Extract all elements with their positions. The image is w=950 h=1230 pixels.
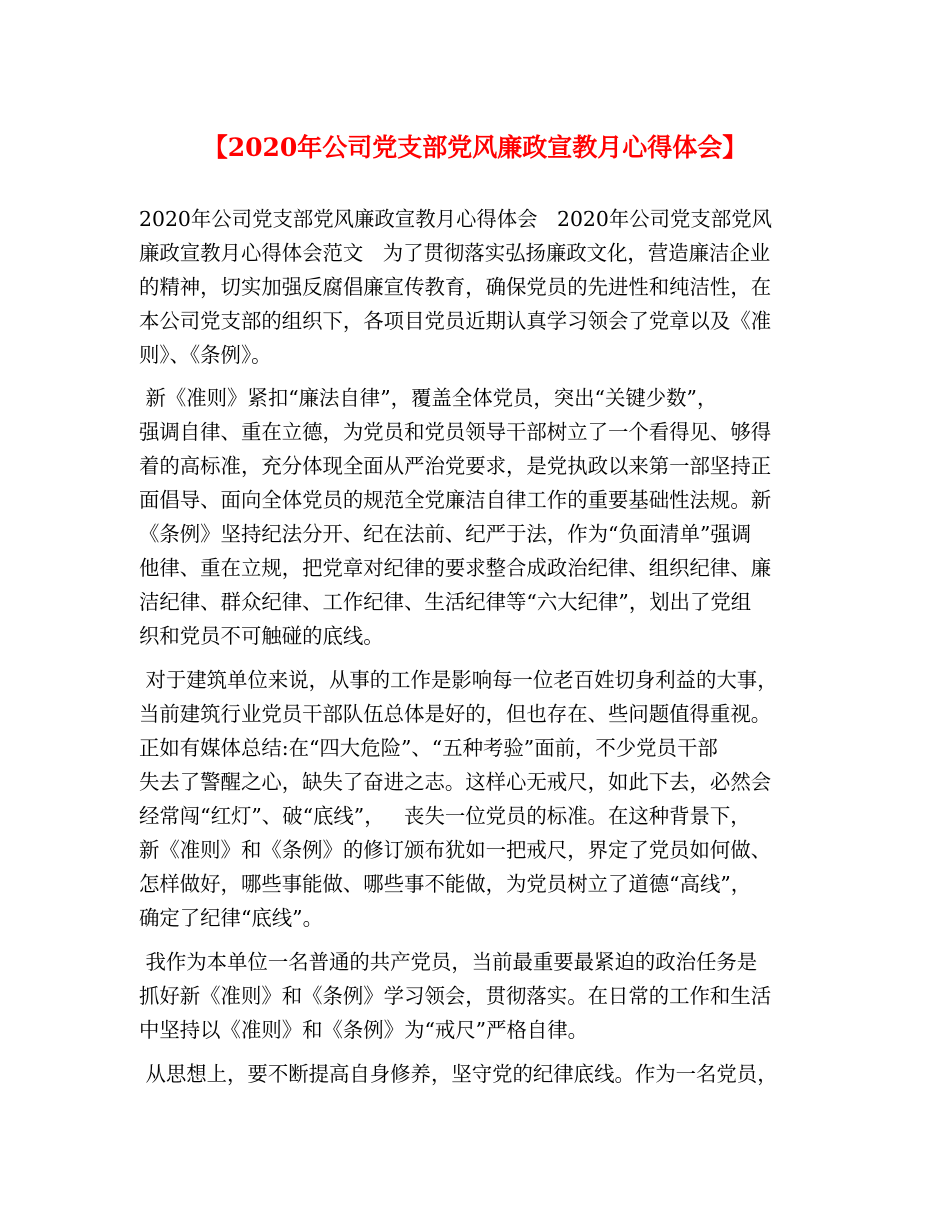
body-line: 我作为本单位一名普通的共产党员，当前最重要最紧迫的政治任务是 bbox=[139, 950, 758, 974]
body-line: 抓好新《准则》和《条例》学习领会，贯彻落实。在日常的工作和生活 bbox=[139, 984, 772, 1008]
body-line: 织和党员不可触碰的底线。 bbox=[139, 624, 384, 648]
body-line: 本公司党支部的组织下，各项目党员近期认真学习领会了党章以及《准 bbox=[139, 309, 772, 333]
body-line: 经常闯“红灯”、破“底线”， 丧失一位党员的标准。在这种背景下， bbox=[139, 804, 751, 828]
body-line: 确定了纪律“底线”。 bbox=[139, 906, 323, 930]
body-line: 廉政宣教月心得体会范文 为了贯彻落实弘扬廉政文化，营造廉洁企业 bbox=[139, 241, 771, 265]
body-line: 对于建筑单位来说，从事的工作是影响每一位老百姓切身利益的大事， bbox=[139, 668, 778, 692]
document-title: 【2020年公司党支部党风廉政宣教月心得体会】 bbox=[202, 133, 748, 162]
body-line: 强调自律、重在立德，为党员和党员领导干部树立了一个看得见、够得 bbox=[139, 420, 772, 444]
body-line: 新《准则》紧扣“廉法自律”，覆盖全体党员，突出“关键少数”， bbox=[139, 386, 718, 410]
body-line: 从思想上，要不断提高自身修养，坚守党的纪律底线。作为一名党员， bbox=[139, 1062, 778, 1086]
body-line: 面倡导、面向全体党员的规范全党廉洁自律工作的重要基础性法规。新 bbox=[139, 488, 772, 512]
body-line: 《条例》坚持纪法分开、纪在法前、纪严于法，作为“负面清单”强调 bbox=[139, 522, 752, 546]
body-line: 怎样做好，哪些事能做、哪些事不能做，为党员树立了道德“高线”， bbox=[139, 872, 752, 896]
body-line: 的精神，切实加强反腐倡廉宣传教育，确保党员的先进性和纯洁性，在 bbox=[139, 275, 772, 299]
body-line: 正如有媒体总结:在“四大危险”、“五种考验”面前，不少党员干部 bbox=[139, 736, 718, 760]
body-line: 洁纪律、群众纪律、工作纪律、生活纪律等“六大纪律”，划出了党组 bbox=[139, 590, 752, 614]
body-line: 着的高标准，充分体现全面从严治党要求，是党执政以来第一部坚持正 bbox=[139, 454, 772, 478]
body-line: 当前建筑行业党员干部队伍总体是好的，但也存在、些问题值得重视。 bbox=[139, 702, 772, 726]
body-line: 新《准则》和《条例》的修订颁布犹如一把戒尺，界定了党员如何做、 bbox=[139, 838, 772, 862]
body-line: 失去了警醒之心，缺失了奋进之志。这样心无戒尺，如此下去，必然会 bbox=[139, 770, 772, 794]
body-line: 中坚持以《准则》和《条例》为“戒尺”严格自律。 bbox=[139, 1018, 589, 1042]
body-line: 则》、《条例》。 bbox=[139, 343, 272, 367]
body-line: 他律、重在立规，把党章对纪律的要求整合成政治纪律、组织纪律、廉 bbox=[139, 556, 772, 580]
body-line: 2020年公司党支部党风廉政宣教月心得体会 2020年公司党支部党风 bbox=[139, 207, 772, 231]
